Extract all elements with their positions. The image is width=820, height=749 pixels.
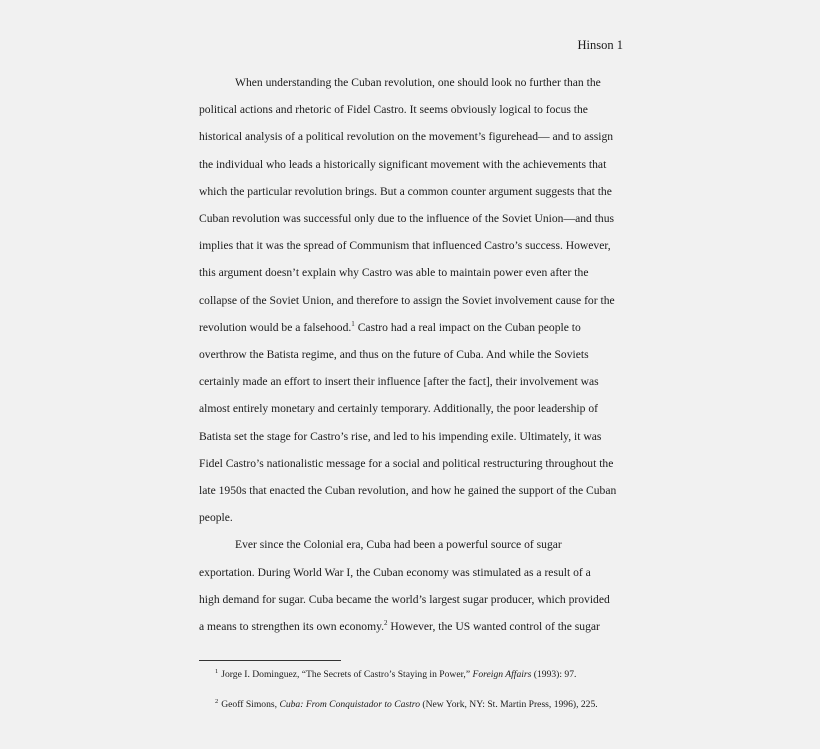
footnote-1 bbox=[215, 668, 598, 682]
footnote-title: Foreign Affairs bbox=[472, 669, 532, 680]
text-line: high demand for sugar. Cuba became the world’s largest sugar producer, which provided bbox=[199, 592, 610, 606]
footnote-text: Geoff Simons, bbox=[221, 699, 280, 710]
text-line: people. bbox=[199, 511, 233, 525]
footnote-ref-1: 1 bbox=[351, 319, 355, 328]
body-text bbox=[199, 69, 623, 640]
running-head: Hinson 1 bbox=[577, 38, 623, 52]
text-line: historical analysis of a political revolution on the movement’s figurehead— and to assign bbox=[199, 130, 614, 144]
text-line: Cuban revolution was successful only due to the influence of the Soviet Union—and thus bbox=[199, 212, 615, 226]
footnote-text: (New York, NY: St. Martin Press, 1996), 225. bbox=[420, 699, 598, 710]
text-line: the individual who leads a historically significant movement with the achievements that bbox=[199, 157, 607, 171]
text-line: almost entirely monetary and certainly temporary. Additionally, the poor leadership of bbox=[199, 402, 599, 416]
text-segment: a means to strengthen its own economy. bbox=[199, 620, 385, 634]
footnote-ref-2: 2 bbox=[384, 619, 388, 628]
text-line: this argument doesn’t explain why Castro was able to maintain power even after the bbox=[199, 266, 589, 280]
footnotes bbox=[215, 668, 598, 728]
text-line: Batista set the stage for Castro’s rise, and led to his impending exile. Ultimately, it was bbox=[199, 429, 602, 443]
footnote-2 bbox=[215, 698, 598, 712]
text-segment: Castro had a real impact on the Cuban people to bbox=[354, 320, 581, 334]
text-line: Fidel Castro’s nationalistic message for a social and political restructuring throughout the bbox=[199, 456, 614, 470]
text-line: late 1950s that enacted the Cuban revolution, and how he gained the support of the Cuban bbox=[199, 484, 617, 498]
text-segment: However, the US wanted control of the sugar bbox=[387, 620, 600, 634]
text-line: collapse of the Soviet Union, and therefore to assign the Soviet involvement cause for the bbox=[199, 293, 615, 307]
text-line: which the particular revolution brings. But a common counter argument suggests that the bbox=[199, 184, 612, 198]
footnote-text: Jorge I. Dominguez, “The Secrets of Castro’s Staying in Power,” bbox=[221, 669, 473, 680]
footnote-separator bbox=[199, 660, 341, 661]
footnote-number: 1 bbox=[215, 667, 219, 675]
text-line: certainly made an effort to insert their influence [after the fact], their involvement was bbox=[199, 375, 599, 389]
footnote-number: 2 bbox=[215, 697, 219, 705]
text-line: Ever since the Colonial era, Cuba had been a powerful source of sugar bbox=[235, 538, 562, 552]
footnote-text: (1993): 97. bbox=[531, 669, 577, 680]
text-line: overthrow the Batista regime, and thus on the future of Cuba. And while the Soviets bbox=[199, 348, 589, 362]
footnote-title: Cuba: From Conquistador to Castro bbox=[279, 699, 420, 710]
text-line-with-footnote-ref bbox=[199, 613, 623, 640]
text-line: exportation. During World War I, the Cuban economy was stimulated as a result of a bbox=[199, 565, 591, 579]
text-line-with-footnote-ref bbox=[199, 314, 623, 341]
text-line: political actions and rhetoric of Fidel Castro. It seems obviously logical to focus the bbox=[199, 103, 588, 117]
text-line: When understanding the Cuban revolution, one should look no further than the bbox=[235, 76, 601, 89]
text-segment: revolution would be a falsehood. bbox=[199, 320, 352, 334]
text-line: implies that it was the spread of Communism that influenced Castro’s success. However, bbox=[199, 239, 611, 253]
